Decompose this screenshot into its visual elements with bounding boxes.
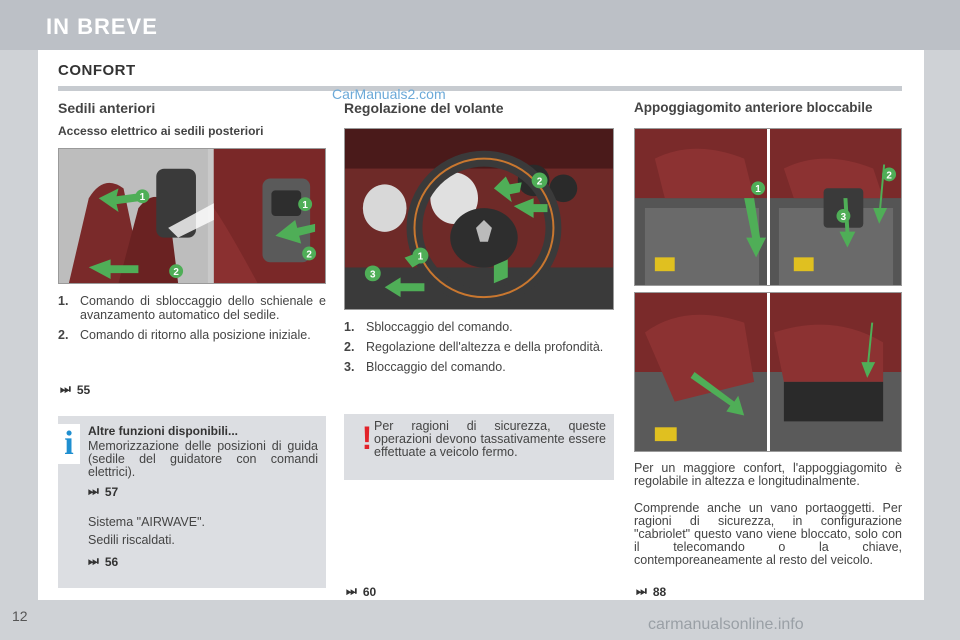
col1-subtitle: Accesso elettrico ai sedili posteriori bbox=[58, 124, 264, 138]
page-header-title: IN BREVE bbox=[46, 14, 158, 39]
next-page-icon: ⏭ bbox=[636, 584, 647, 598]
next-page-icon: ⏭ bbox=[346, 584, 357, 598]
warning-box bbox=[344, 414, 614, 480]
svg-text:1: 1 bbox=[417, 251, 424, 263]
header-band bbox=[0, 0, 960, 50]
svg-text:3: 3 bbox=[370, 269, 376, 281]
svg-text:3: 3 bbox=[840, 211, 847, 223]
svg-text:2: 2 bbox=[306, 249, 312, 261]
svg-text:1: 1 bbox=[755, 184, 761, 196]
armrest-storage-text: Comprende anche un vano portaoggetti. Per ragioni di sicurezza, in configurazione "cabriolet" questo vano viene bloccato, solo con il telecomando o la chiave, contemporeaneamente al resto del veicolo. bbox=[634, 501, 902, 567]
info-heading: Altre funzioni disponibili... bbox=[88, 424, 238, 438]
info-icon: i bbox=[58, 424, 80, 464]
next-page-icon: ⏭ bbox=[88, 484, 99, 498]
list-item: 2. Regolazione dell'altezza e della profondità. bbox=[344, 340, 604, 354]
list-item: 1. Comando di sbloccaggio dello schienale e avanzamento automatico del sedile. bbox=[58, 294, 326, 322]
warning-icon: ! bbox=[361, 420, 373, 456]
list-item: 1. Sbloccaggio del comando. bbox=[344, 320, 513, 334]
armrest-photo-bottom bbox=[634, 292, 902, 452]
right-margin bbox=[924, 50, 960, 640]
steering-steps-list bbox=[344, 320, 614, 380]
list-item: 2. Comando di ritorno alla posizione iniziale. bbox=[58, 328, 311, 342]
svg-text:2: 2 bbox=[886, 170, 892, 182]
page-ref-88[interactable]: ⏭ 88 bbox=[636, 584, 667, 599]
svg-text:1: 1 bbox=[302, 200, 308, 212]
info-memory-text: Memorizzazione delle posizioni di guida (sedile del guidatore con comandi elettrici). bbox=[88, 439, 318, 479]
next-page-icon: ⏭ bbox=[60, 382, 71, 396]
page-number: 12 bbox=[12, 608, 28, 624]
page-ref-55[interactable]: ⏭ 55 bbox=[60, 382, 91, 397]
page-ref-56[interactable]: ⏭ 56 bbox=[88, 554, 119, 569]
armrest-photo-top bbox=[634, 128, 902, 286]
svg-text:1: 1 bbox=[139, 192, 146, 204]
watermark-top: CarManuals2.com bbox=[332, 86, 446, 102]
info-airwave-text: Sistema "AIRWAVE". bbox=[88, 515, 206, 529]
footer-band bbox=[0, 600, 960, 640]
svg-text:2: 2 bbox=[173, 267, 179, 279]
steering-wheel-photo bbox=[344, 128, 614, 310]
armrest-comfort-text: Per un maggiore confort, l'appoggiagomito è regolabile in altezza e longitudinalmente. bbox=[634, 461, 902, 488]
next-page-icon: ⏭ bbox=[88, 554, 99, 568]
col2-title: Regolazione del volante bbox=[344, 100, 504, 116]
list-item: 3. Bloccaggio del comando. bbox=[344, 360, 506, 374]
info-box bbox=[58, 416, 326, 588]
left-margin bbox=[0, 50, 38, 640]
col1-title: Sedili anteriori bbox=[58, 100, 156, 116]
section-title: CONFORT bbox=[58, 62, 136, 79]
svg-text:2: 2 bbox=[536, 176, 543, 188]
section-divider bbox=[58, 86, 902, 91]
page-ref-57[interactable]: ⏭ 57 bbox=[88, 484, 119, 499]
col3-title: Appoggiagomito anteriore bloccabile bbox=[634, 100, 873, 115]
page-ref-60[interactable]: ⏭ 60 bbox=[346, 584, 377, 599]
warning-text: Per ragioni di sicurezza, queste operazioni devono tassativamente essere effettuate a veicolo fermo. bbox=[374, 419, 606, 459]
watermark-bottom: carmanualsonline.info bbox=[648, 616, 804, 633]
seat-access-photo bbox=[58, 148, 326, 284]
info-heated-seats-text: Sedili riscaldati. bbox=[88, 533, 175, 547]
seat-controls-list bbox=[58, 294, 326, 348]
